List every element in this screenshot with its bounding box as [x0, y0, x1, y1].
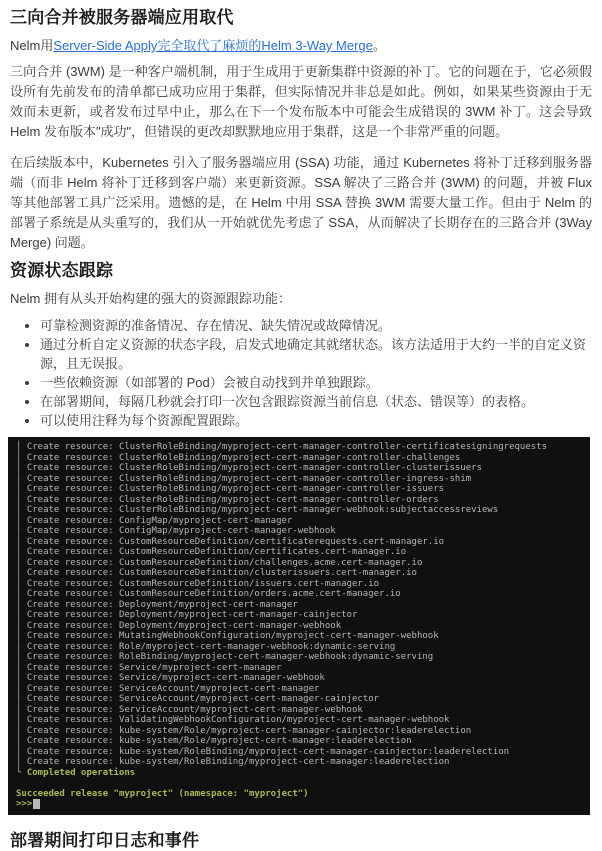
tracking-feature-list: [10, 316, 592, 430]
terminal-line: │ Create resource: ServiceAccount/myproject-cert-manager: [16, 683, 320, 694]
list-item: • 在部署期间，每隔几秒就会打印一次包含跟踪资源当前信息（状态、错误等）的表格。: [40, 392, 592, 411]
terminal-completed-line: [16, 768, 582, 779]
terminal-line: │ Create resource: CustomResourceDefinition/certificates.cert-manager.io: [16, 547, 407, 557]
tracking-intro: Nelm 拥有从头开始构建的强大的资源跟踪功能：: [10, 291, 291, 306]
terminal-line: │ Create resource: kube-system/RoleBinding/myproject-cert-manager:leaderelection: [16, 757, 450, 767]
terminal-line: │ Create resource: CustomResourceDefinition/certificaterequests.cert-manager.io: [16, 536, 445, 547]
terminal-line: │ Create resource: ValidatingWebhookConfiguration/myproject-cert-manager-webhook: [16, 715, 450, 725]
terminal-line: │ Create resource: ClusterRoleBinding/myproject-cert-manager-controller-issuers: [16, 484, 445, 494]
terminal-line: │ Create resource: ClusterRoleBinding/myproject-cert-manager-controller-clusterissuers: [16, 463, 482, 473]
terminal-output: [8, 437, 590, 815]
terminal-line: │ Create resource: kube-system/Role/myproject-cert-manager-cainjector:leaderelection: [16, 725, 472, 736]
paragraph-ssa-solution: 在后续版本中，Kubernetes 引入了服务器端应用 (SSA) 功能，通过 Kubernetes 将补丁迁移到服务器端（而非 Helm 将补丁迁移到客户端）来更新资源。SSA 解决了三路合并 (3WM) 的问题，并被 Flux 等其他部署工具广泛采用。遗憾的是，在 Helm 中用 SSA 替换 3WM 需要大量工作。但由于 Nelm 的部署子系统是从头重写的，我们从一开始就优先考虑了 SSA，从而解决了长期存在的三路合并 (3Way Merge) 问题。: [10, 155, 592, 250]
terminal-line: │ Create resource: CustomResourceDefinition/challenges.acme.cert-manager.io: [16, 557, 423, 568]
terminal-line: │ Create resource: Deployment/myproject-cert-manager-cainjector: [16, 610, 358, 620]
terminal-cursor: [33, 799, 40, 809]
paragraph-3wm-problem: 三向合并 (3WM) 是一种客户端机制，用于生成用于更新集群中资源的补丁。它的问题在于，它必须假设所有先前发布的清单都已成功应用于集群，但实际情况并非总是如此。例如，如果某些资源由于无效而未更新，或者发布过早中止，那么在下一个发布版本中可能会生成错误的 3WM 补丁。这会导致 Helm 发布版本"成功"，但错误的更改却默默地应用于集群，这是一个非常严重的问题。: [10, 64, 592, 139]
terminal-line: │ Create resource: ServiceAccount/myproject-cert-manager-webhook: [16, 704, 363, 715]
terminal-line: │ Create resource: ConfigMap/myproject-cert-manager-webhook: [16, 526, 336, 536]
list-item: • 一些依赖资源（如部署的 Pod）会被自动找到并单独跟踪。: [40, 373, 592, 392]
docs-content: [10, 8, 592, 851]
terminal-line: │ Create resource: Service/myproject-cert-manager-webhook: [16, 673, 325, 683]
terminal-line: │ Create resource: kube-system/RoleBinding/myproject-cert-manager-cainjector:leaderelection: [16, 746, 510, 757]
terminal-line: │ Create resource: ClusterRoleBinding/myproject-cert-manager-controller-orders: [16, 494, 439, 505]
terminal-line: │ Create resource: ClusterRoleBinding/myproject-cert-manager-controller-ingress-shim: [16, 473, 472, 484]
list-item: • 通过分析自定义资源的状态字段，启发式地确定其就绪状态。该方法适用于大约一半的自定义资源，且无误报。: [40, 335, 592, 373]
prompt-text: >>>: [16, 799, 33, 809]
terminal-blank-line: [16, 778, 582, 789]
completed-operations-text: Completed operations: [26, 767, 136, 778]
ssa-link[interactable]: Server-Side Apply完全取代了麻烦的Helm 3-Way Merge: [53, 38, 373, 53]
terminal-line: │ Create resource: ConfigMap/myproject-cert-manager: [16, 515, 293, 526]
terminal-prompt-line: [16, 799, 582, 810]
section-title-logs: 部署期间打印日志和事件: [10, 830, 200, 850]
terminal-line: │ Create resource: MutatingWebhookConfiguration/myproject-cert-manager-webhook: [16, 631, 439, 641]
terminal-line: │ Create resource: Deployment/myproject-cert-manager-webhook: [16, 620, 342, 631]
intro-suffix: 。: [372, 38, 386, 53]
corner-glyph: └: [16, 767, 27, 778]
terminal-line: │ Create resource: ClusterRoleBinding/myproject-cert-manager-controller-certificatesigningrequests: [16, 442, 548, 452]
terminal-line: │ Create resource: CustomResourceDefinition/orders.acme.cert-manager.io: [16, 589, 401, 599]
terminal-line: │ Create resource: Deployment/myproject-cert-manager: [16, 599, 298, 610]
terminal-line: │ Create resource: ServiceAccount/myproject-cert-manager-cainjector: [16, 694, 380, 704]
list-item: • 可以使用注释为每个资源配置跟踪。: [40, 411, 592, 430]
section-title-tracking: 资源状态跟踪: [10, 261, 114, 280]
success-text: Succeeded release "myproject" (namespace: "myproject"): [16, 788, 309, 799]
terminal-line: │ Create resource: CustomResourceDefinition/issuers.cert-manager.io: [16, 578, 380, 589]
intro-prefix: Nelm用: [10, 38, 54, 53]
terminal-line: │ Create resource: ClusterRoleBinding/myproject-cert-manager-webhook:subjectaccessreviews: [16, 505, 499, 515]
terminal-line: │ Create resource: ClusterRoleBinding/myproject-cert-manager-controller-challenges: [16, 452, 461, 463]
section-title-3wm: 三向合并被服务器端应用取代: [10, 8, 234, 27]
terminal-line: │ Create resource: CustomResourceDefinition/clusterissuers.cert-manager.io: [16, 568, 417, 578]
terminal-line: │ Create resource: RoleBinding/myproject-cert-manager-webhook:dynamic-serving: [16, 652, 434, 662]
list-item: • 可靠检测资源的准备情况、存在情况、缺失情况或故障情况。: [40, 316, 592, 335]
terminal-line: │ Create resource: Role/myproject-cert-manager-webhook:dynamic-serving: [16, 641, 396, 652]
terminal-line: │ Create resource: Service/myproject-cert-manager: [16, 662, 282, 673]
terminal-line: │ Create resource: kube-system/Role/myproject-cert-manager:leaderelection: [16, 736, 412, 746]
intro-paragraph: [10, 38, 592, 54]
terminal-success-line: [16, 789, 582, 800]
